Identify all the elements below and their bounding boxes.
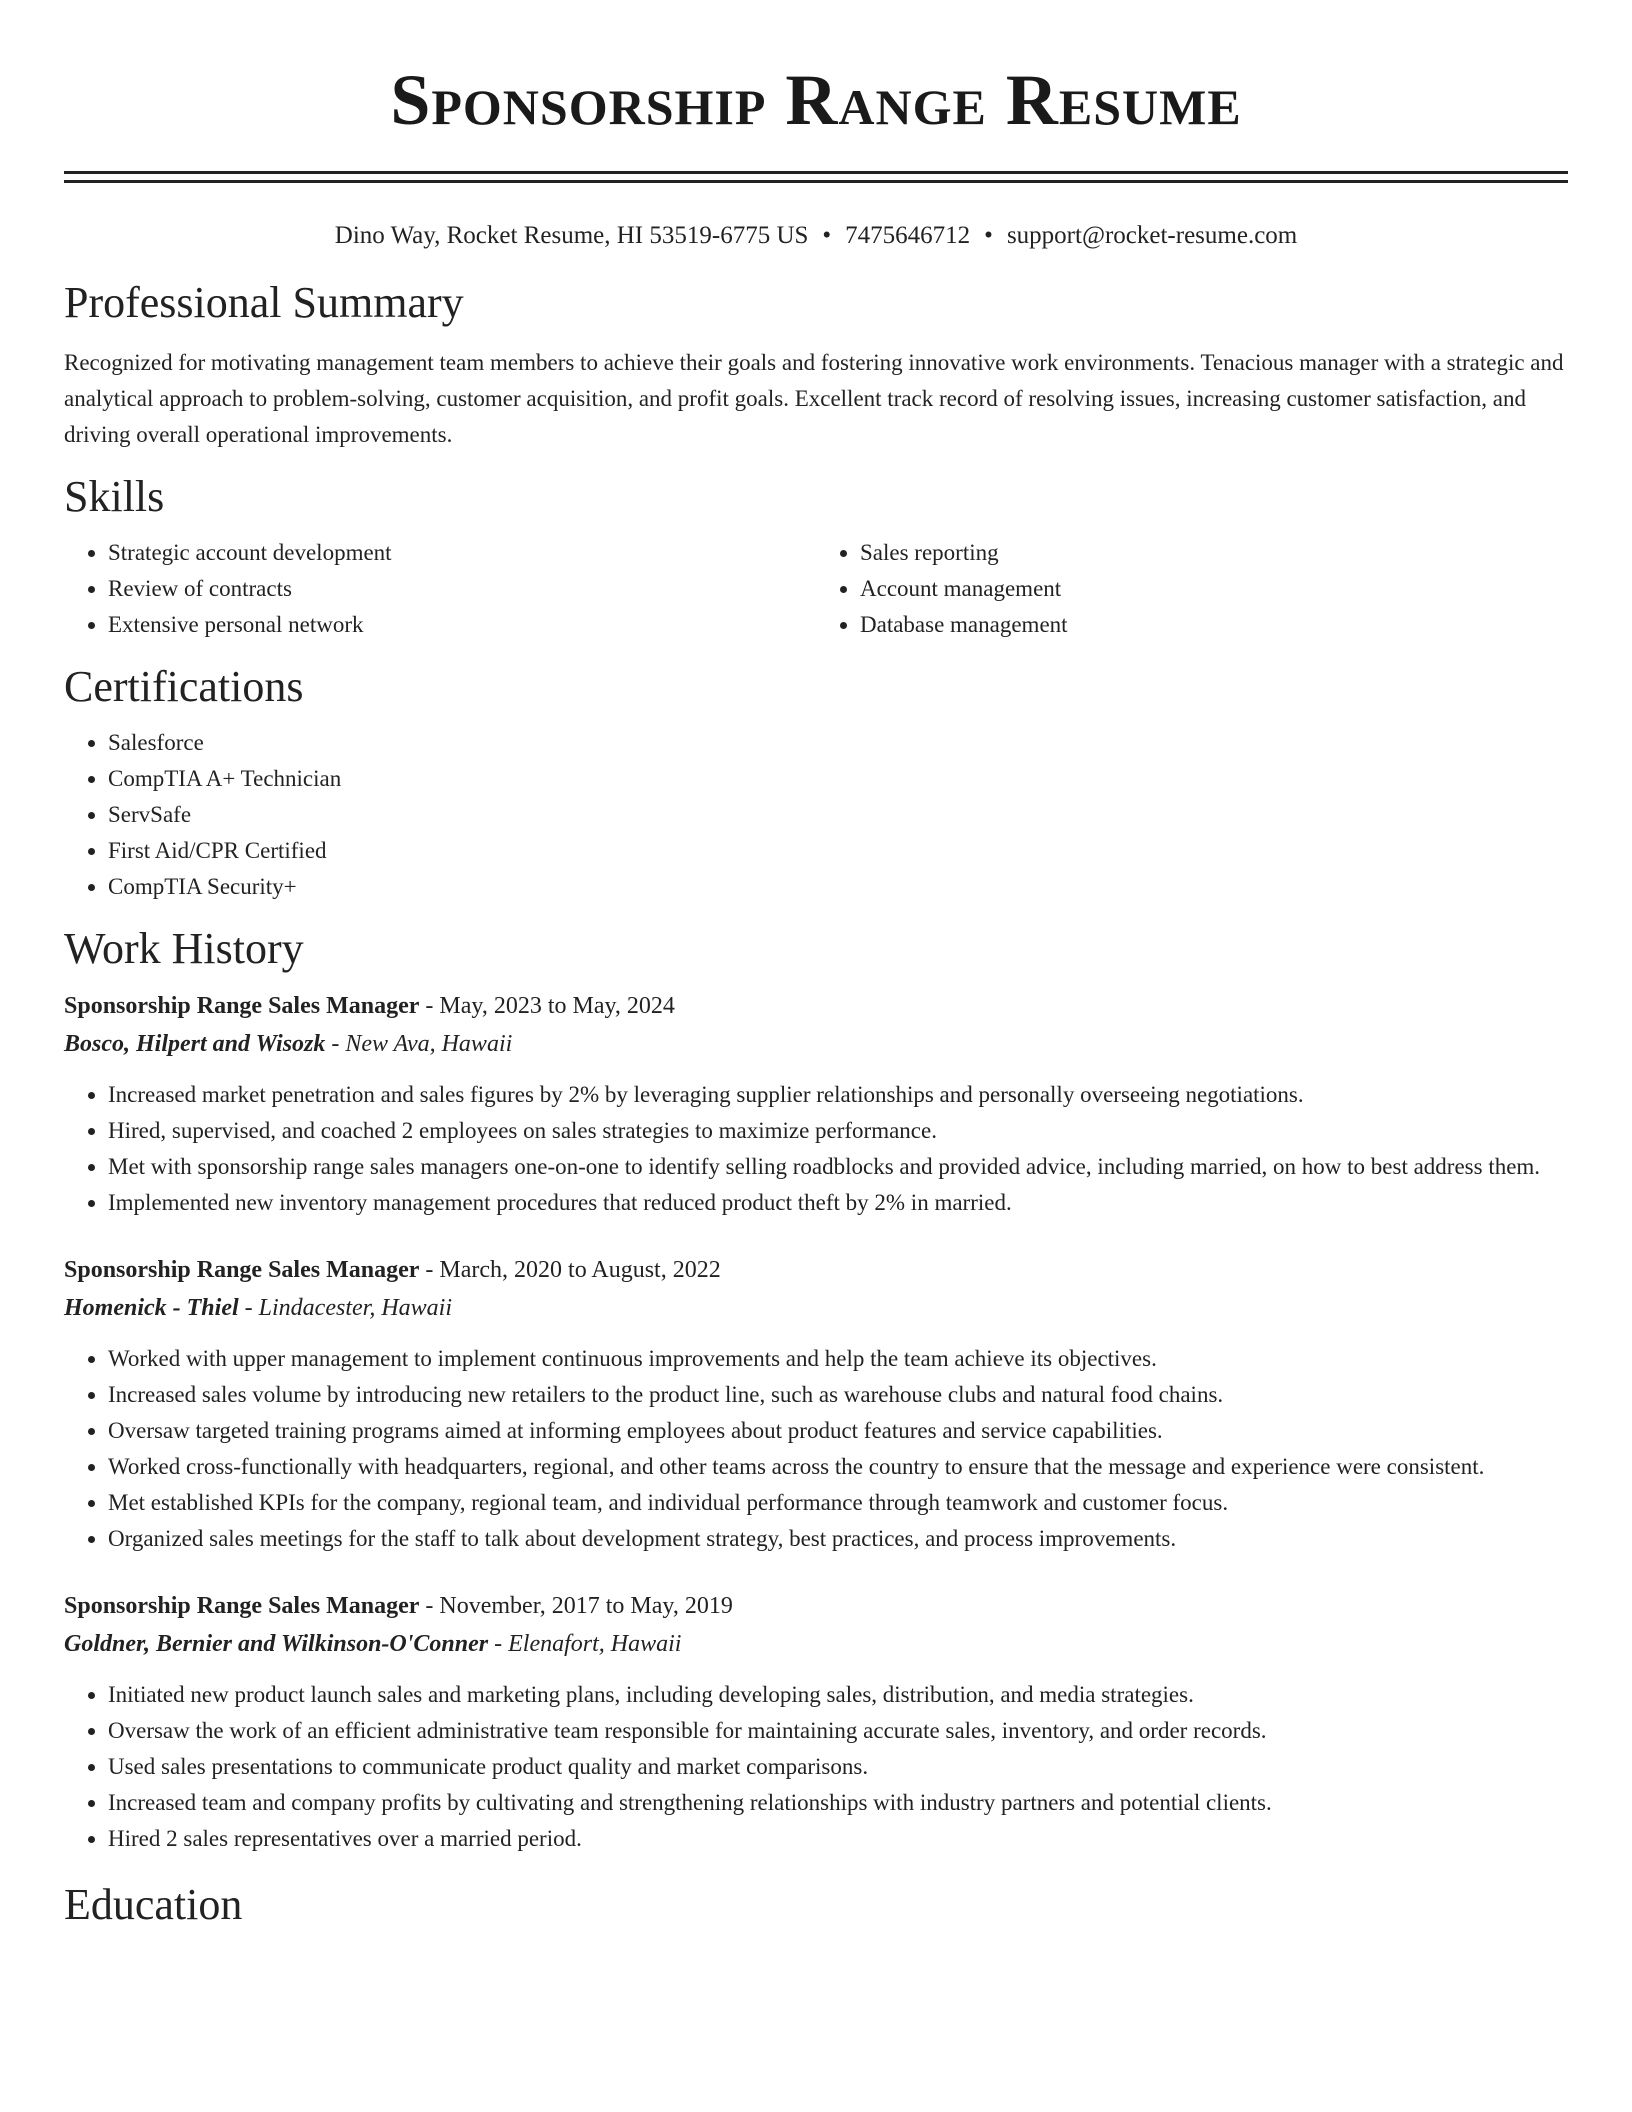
company-line [64, 1625, 1568, 1663]
job-dash: - [419, 1593, 440, 1619]
summary-heading: Professional Summary [64, 278, 464, 327]
job-bullet: • Used sales presentations to communicate product quality and market comparisons. [108, 1749, 1568, 1785]
skills-list-left [64, 535, 816, 643]
contact-email: support@rocket-resume.com [1006, 222, 1298, 249]
education-section [64, 1879, 1568, 1931]
job-bullet: • Worked with upper management to implement continuous improvements and help the team achieve its objectives. [108, 1341, 1568, 1377]
contact-separator: • [822, 222, 832, 249]
company-line [64, 1025, 1568, 1063]
job-title: Sponsorship Range Sales Manager [64, 993, 420, 1019]
contact-line [64, 221, 1568, 251]
job-dates: May, 2023 to May, 2024 [439, 993, 675, 1019]
skill-item: • Account management [860, 571, 1568, 607]
job-bullets [64, 1677, 1568, 1857]
job-bullets [64, 1341, 1568, 1557]
certification-item: • CompTIA A+ Technician [108, 761, 1568, 797]
skill-item: • Database management [860, 607, 1568, 643]
job-title-line [64, 1251, 1568, 1289]
job-bullet: • Increased team and company profits by cultivating and strengthening relationships with industry partners and potential clients. [108, 1785, 1568, 1821]
job-dash: - [419, 993, 440, 1019]
resume-title: Sponsorship Range Resume [390, 60, 1242, 140]
company-name: Goldner, Bernier and Wilkinson-O'Conner [64, 1631, 489, 1657]
certifications-heading: Certifications [64, 662, 304, 711]
skill-item: • Review of contracts [108, 571, 816, 607]
job-bullet: • Worked cross-functionally with headquarters, regional, and other teams across the country to ensure that the message and experience were consistent. [108, 1449, 1568, 1485]
summary-text: Recognized for motivating management team members to achieve their goals and fostering innovative work environments. Tenacious manager with a strategic and analytical approach to problem-solving, customer acquisition, and profit goals. Excellent track record of resolving issues, increasing customer satisfaction, and driving overall operational improvements. [64, 350, 1564, 447]
job-bullet: • Increased market penetration and sales figures by 2% by leveraging supplier relationships and personally overseeing negotiations. [108, 1077, 1568, 1113]
job-dates: March, 2020 to August, 2022 [439, 1257, 721, 1283]
skills-list-right [816, 535, 1568, 643]
header-divider-bottom [64, 180, 1568, 183]
skill-item: • Sales reporting [860, 535, 1568, 571]
skills-heading: Skills [64, 472, 165, 521]
contact-phone: 7475646712 [845, 222, 971, 249]
job-title-line [64, 987, 1568, 1025]
company-location: New Ava, Hawaii [345, 1031, 513, 1057]
job-bullet: • Implemented new inventory management procedures that reduced product theft by 2% in married. [108, 1185, 1568, 1221]
certification-item: • Salesforce [108, 725, 1568, 761]
job-bullet: • Oversaw targeted training programs aimed at informing employees about product features and service capabilities. [108, 1413, 1568, 1449]
job-bullet: • Met with sponsorship range sales managers one-on-one to identify selling roadblocks and provided advice, including married, on how to best address them. [108, 1149, 1568, 1185]
company-location: Lindacester, Hawaii [258, 1295, 452, 1321]
job-bullet: • Met established KPIs for the company, regional team, and individual performance through teamwork and customer focus. [108, 1485, 1568, 1521]
job-bullet: • Organized sales meetings for the staff to talk about development strategy, best practices, and process improvements. [108, 1521, 1568, 1557]
job-title: Sponsorship Range Sales Manager [64, 1257, 420, 1283]
summary-section [64, 277, 1568, 453]
job-bullet: • Oversaw the work of an efficient administrative team responsible for maintaining accurate sales, inventory, and order records. [108, 1713, 1568, 1749]
job-entry [64, 1587, 1568, 1857]
company-location: Elenafort, Hawaii [508, 1631, 682, 1657]
contact-separator: • [984, 222, 993, 249]
certifications-list [64, 725, 1568, 905]
work-history-section [64, 923, 1568, 1857]
job-dash: - [419, 1257, 440, 1283]
skills-section [64, 471, 1568, 643]
job-dates: November, 2017 to May, 2019 [439, 1593, 733, 1619]
job-entry [64, 1251, 1568, 1557]
company-name: Homenick - Thiel [64, 1295, 239, 1321]
job-bullet: • Hired 2 sales representatives over a married period. [108, 1821, 1568, 1857]
certification-item: • First Aid/CPR Certified [108, 833, 1568, 869]
certifications-section [64, 661, 1568, 905]
job-dash: - [488, 1631, 509, 1657]
education-heading: Education [64, 1880, 243, 1929]
work-history-heading: Work History [64, 924, 304, 973]
job-title: Sponsorship Range Sales Manager [64, 1593, 420, 1619]
job-bullet: • Hired, supervised, and coached 2 employees on sales strategies to maximize performance. [108, 1113, 1568, 1149]
job-dash: - [325, 1031, 346, 1057]
job-title-line [64, 1587, 1568, 1625]
certification-item: • CompTIA Security+ [108, 869, 1568, 905]
job-dash: - [238, 1295, 259, 1321]
skill-item: • Extensive personal network [108, 607, 816, 643]
company-name: Bosco, Hilpert and Wisozk [64, 1031, 326, 1057]
contact-address: Dino Way, Rocket Resume, HI 53519-6775 US [334, 222, 809, 249]
skills-columns [64, 535, 1568, 643]
skill-item: • Strategic account development [108, 535, 816, 571]
job-bullets [64, 1077, 1568, 1221]
certification-item: • ServSafe [108, 797, 1568, 833]
job-entry [64, 987, 1568, 1221]
company-line [64, 1289, 1568, 1327]
job-bullet: • Initiated new product launch sales and marketing plans, including developing sales, distribution, and media strategies. [108, 1677, 1568, 1713]
job-bullet: • Increased sales volume by introducing new retailers to the product line, such as warehouse clubs and natural food chains. [108, 1377, 1568, 1413]
